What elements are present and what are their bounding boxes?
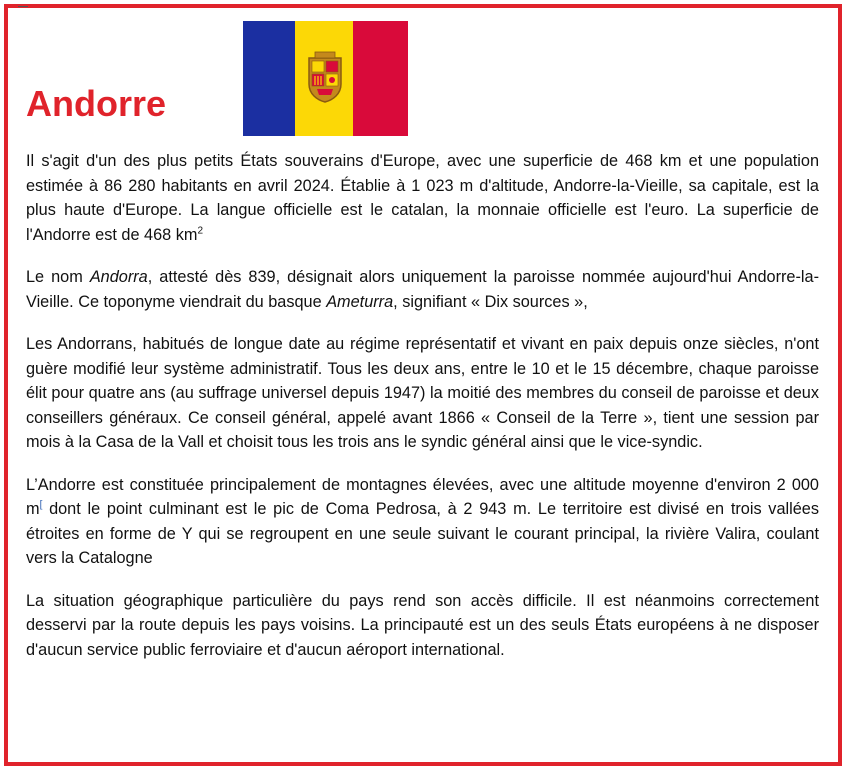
paragraph-2-text-a: Le nom (26, 268, 90, 286)
paragraph-1-text: Il s'agit d'un des plus petits États souverains d'Europe, avec une superficie de 468 km et une population estimée à 86 280 habitants en avril 2024. Établie à 1 023 m d'altitude, Andorre-la-Vieille, sa capitale, est la plus haute d'Europe. La langue officielle est le catalan, la monnaie officielle est l'euro. La superficie de l'Andorre est de 468 km (26, 152, 819, 244)
reference-link[interactable]: [ (39, 499, 43, 511)
flag-blue-band (243, 21, 295, 136)
paragraph-4-text-a: L’Andorre est constituée principalement de montagnes élevées, avec une altitude moyenne d'environ 2 000 m (26, 475, 819, 518)
term-andorra: Andorra (89, 268, 148, 286)
page-title: Andorre (26, 83, 167, 124)
paragraph-2-text-e: , signifiant « Dix sources », (393, 292, 588, 311)
paragraph-1 (26, 149, 819, 247)
andorra-flag-image (243, 21, 408, 136)
flag-red-band (353, 21, 408, 136)
corner-mark (18, 6, 28, 7)
paragraph-3: Les Andorrans, habitués de longue date au régime représentatif et vivant en paix depuis onze siècles, n'ont guère modifié leur système administratif. Tous les deux ans, entre le 10 et le 15 décembre, chaque paroisse élit pour quatre ans (au suffrage universel depuis 1947) la moitié des membres du conseil de paroisse et deux conseillers généraux. Ce conseil général, appelé avant 1866 « Conseil de la Terre », tient une session par mois à la Casa de la Vall et choisit tous les trois ans le syndic général ainsi que le vice-syndic. (26, 335, 819, 451)
article-body (26, 149, 819, 680)
paragraph-4-text-b: dont le point culminant est le pic de Coma Pedrosa, à 2 943 m. Le territoire est divisé en trois vallées étroites en forme de Y qui se regroupent en une seule suivant le courant principal, la rivière Valira, coulant vers la Catalogne (26, 500, 819, 567)
paragraph-2 (26, 265, 819, 314)
superscript-2: 2 (197, 225, 204, 237)
coat-of-arms-icon (309, 52, 341, 102)
paragraph-4 (26, 473, 819, 571)
paragraph-5: La situation géographique particulière du pays rend son accès difficile. Il est néanmoins correctement desservi par la route depuis les pays voisins. La principauté est un des seuls États européens à ne disposer d'aucun service public ferroviaire et d'aucun aéroport international. (26, 591, 819, 659)
paragraph-2-text-c: , attesté dès 839, désignait alors uniquement la paroisse nommée aujourd'hui Andorre-la-Vieille. Ce toponyme viendrait du basque (26, 268, 819, 311)
term-ameturra: Ameturra (326, 292, 394, 311)
